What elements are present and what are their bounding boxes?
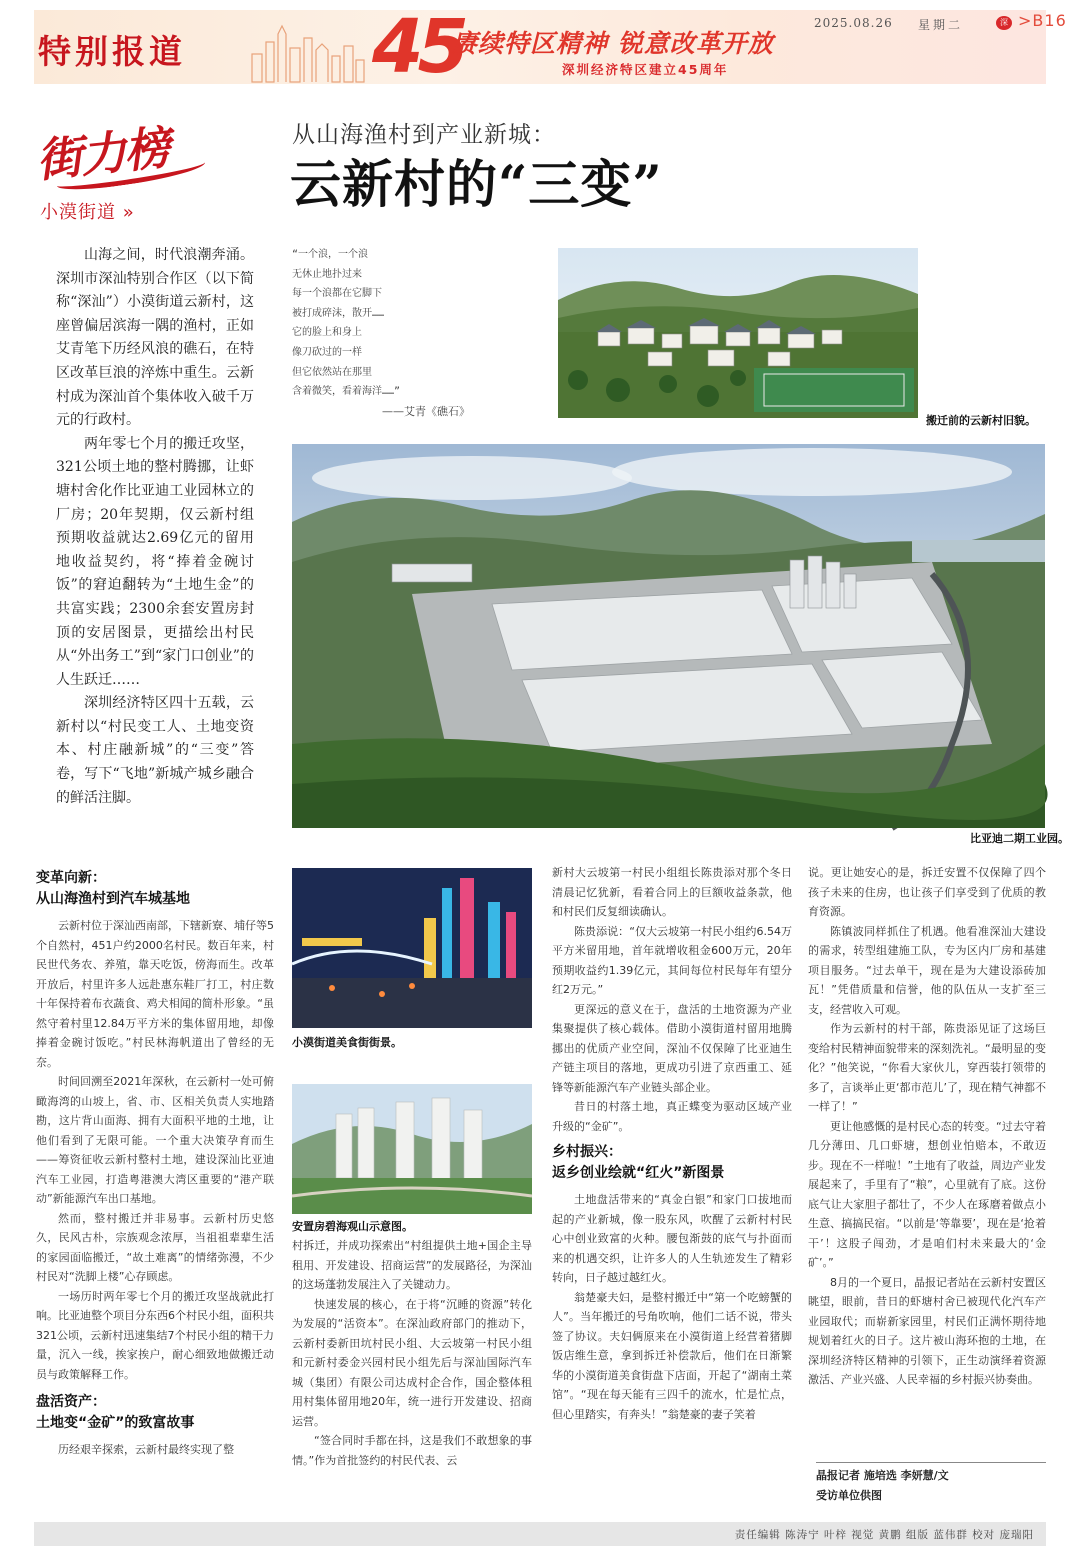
article-paragraph: 昔日的村落土地，真正蝶变为驱动区域产业升级的“金矿”。 (552, 1100, 792, 1133)
article-paragraph: 快速发展的核心，在于将“沉睡的资源”转化为发展的“活资本”。在深汕政府部门的推动下，云新村委新田坑村民小组、大云坡第一村民小组和元新村委金兴园村民小组先后与深汕国际汽车城（集团）有限公司达成村企合作，国企整体租用村集体留用地20年，统一进行开发建设、招商运营。 (292, 1297, 532, 1428)
reporter-credit: 晶报记者 施培选 李妍慧/文 (816, 1469, 949, 1482)
article-paragraph: 一场历时两年零七个月的搬迁攻坚战就此打响。比亚迪整个项目分东西6个村民小组，面积共321公顷，云新村迅速集结7个村民小组的精干力量，沉入一线，挨家挨户，耐心细致地做搬迁动员与政策解释工作。 (36, 1289, 274, 1381)
poem-line: 但它依然站在那里 (292, 366, 372, 378)
article-column-3 (552, 863, 792, 1424)
housing-caption: 安置房碧海观山示意图。 (292, 1220, 413, 1233)
article-paragraph: 翁楚豪夫妇，是整村搬迁中“第一个吃螃蟹的人”。当年搬迁的号角吹响，他们二话不说，带头签了协议。夫妇俩原来在小漠街道上经营着猪脚饭店维生意，拿到拆迁补偿款后，他们在日渐繁华的小漠街道美食街盘下店面，开起了“湖南土菜馆”。“现在每天能有三四千的流水，忙是忙点，但心里踏实，有奔头！”翁楚豪的妻子笑着 (552, 1290, 792, 1421)
article-paragraph: 村拆迁，并成功探索出“村组提供土地+国企主导租用、开发建设、招商运营”的发展路径，为深汕的这场蓬勃发展注入了关键动力。 (292, 1239, 532, 1291)
poem-line: “一个浪，一个浪 (292, 249, 369, 260)
masthead-subtitle: 深圳经济特区建立45周年 (562, 62, 729, 77)
poem-line: 它的脸上和身上 (292, 327, 362, 339)
lead-paragraph: 深圳经济特区四十五载，云新村以“村民变工人、土地变资本、村庄融新城”的“三变”答卷，写下“飞地”新城产城乡融合的鲜活注脚。 (56, 695, 254, 806)
article-byline (816, 1462, 1046, 1506)
article-paragraph: 云新村位于深汕西南部，下辖新寮、埔仔等5个自然村，451户约2000名村民。数百年来，村民世代务农、养殖，靠天吃饭，傍海而生。改革开放后，村里许多人远赴惠东鞋厂打工，村庄数十年保持着布衣蔬食、鸡犬相闻的简朴形象。“虽然守着村里12.84万平方米的集体留用地，却像捧着金碗讨饭吃。”村民林海帆道出了曾经的无奈。 (36, 919, 274, 1069)
article-column-2 (292, 1236, 532, 1470)
poem-line: 像刀砍过的一样 (292, 346, 362, 358)
industrial-park-photo (292, 444, 1045, 828)
poem-credit: ——艾青《礁石》 (382, 404, 470, 418)
column-name: 特别报道 (38, 32, 186, 71)
page-masthead (34, 4, 1067, 90)
section-heading-line: 土地变“金矿”的致富故事 (36, 1415, 195, 1431)
article-paragraph: 8月的一个夏日，晶报记者站在云新村安置区眺望，眼前，昔日的虾塘村舍已被现代化汽车产业园取代；而崭新家园里，村民们正满怀期待地规划着红火的日子。这片被山海环抱的土地，在深圳经济特区精神的引领下，正生动演绎着资源激活、产业兴盛、人民幸福的乡村振兴协奏曲。 (808, 1275, 1046, 1386)
city-skyline-illustration (248, 20, 368, 82)
lead-paragraph: 山海之间，时代浪潮奔涌。深圳市深汕特别合作区（以下简称“深汕”）小漠街道云新村，这座曾偏居滨海一隅的渔村，正如艾青笔下历经风浪的礁石，在特区改革巨浪的淬炼中重生。云新村成为深汕首个集体收入破千万元的行政村。 (56, 247, 254, 429)
article-paragraph: 时间回溯至2021年深秋，在云新村一处可俯瞰海湾的山坡上，省、市、区相关负责人实地踏勘，这片背山面海、拥有大面积平地的土地，让他们看到了无限可能。一个重大决策孕育而生——筹资征收云新村整村土地，建设深汕比亚迪汽车工业园，打造粤港澳大湾区重要的“港产联动”新能源汽车出口基地。 (36, 1075, 274, 1205)
lead-text (56, 244, 254, 810)
section-heading-line: 返乡创业绘就“红火”新图景 (552, 1165, 725, 1181)
poem-line: 含着微笑，看着海洋……” (292, 386, 401, 398)
article-paragraph: 土地盘活带来的“真金白银”和家门口拔地而起的产业新城，像一股东风，吹醒了云新村村民心中创业致富的火种。腰包渐鼓的底气与扑面而来的机遇交织，让许多人的人生轨迹发生了精彩转向，日子越过越红火。 (552, 1193, 792, 1284)
food-street-photo (292, 868, 532, 1028)
article-paragraph: 新村大云坡第一村民小组组长陈贵添对那个冬日清晨记忆犹新，看着合同上的巨额收益条款，他和村民们反复细读确认。 (552, 866, 792, 918)
article-paragraph: 然而，整村搬迁并非易事。云新村历史悠久，民风古朴，宗族观念浓厚，当祖祖辈辈生活的家园面临搬迁，“故土难离”的情绪弥漫，不少村民对“洗脚上楼”心存顾虑。 (36, 1211, 274, 1283)
article-paragraph: 历经艰辛探索，云新村最终实现了整 (58, 1443, 234, 1456)
article-paragraph: 作为云新村的村干部，陈贵添见证了这场巨变给村民精神面貌带来的深刻洗礼。“最明显的变化？”他笑说，“你看大家伙儿，穿西装打领带的多了，言谈举止更‘都市范儿’了，现在精气神都不一样了！” (808, 1022, 1046, 1113)
old-village-photo (558, 248, 918, 418)
article-column-4 (808, 863, 1046, 1390)
section-heading-line: 乡村振兴： (552, 1144, 622, 1160)
column-brand (33, 118, 236, 228)
poem-line: 无休止地扑过来 (292, 268, 362, 280)
village-photo-caption: 搬迁前的云新村旧貌。 (926, 414, 1036, 427)
newspaper-logo-icon: 深 (996, 16, 1012, 30)
lead-paragraph: 两年零七个月的搬迁攻坚，321公顷土地的整村腾挪，让虾塘村舍化作比亚迪工业园林立的厂房；20年契期，仅云新村组预期收益就达2.69亿元的留用地收益契约，将“捧着金碗讨饭”的窘迫翻转为“土地生金”的共富实践；2300余套安置房封顶的安居图景，更描绘出村民从“外出务工”到“家门口创业”的人生跃迁…… (56, 435, 254, 688)
page-title: 云新村的“三变” (290, 155, 663, 215)
article-paragraph: 陈贵添说：“仅大云坡第一村民小组约6.54万平方米留用地，首年就增收租金600万元，20年预期收益约1.39亿元，其间每位村民每年有望分红2万元。” (552, 924, 792, 996)
poem-line: 每一个浪都在它脚下 (292, 288, 382, 300)
poem-quote (292, 245, 522, 421)
page-footer (34, 1522, 1046, 1546)
anniversary-number: 45 (372, 4, 463, 90)
housing-rendering-photo (292, 1084, 532, 1214)
issue-date: 2025.08.26 (814, 16, 893, 30)
article-paragraph: 陈镇波同样抓住了机遇。他看准深汕大建设的需求，转型组建施工队，专为区内厂房和基建项目服务。“过去单干，现在是为大建设添砖加瓦！”凭借质量和信誉，他的队伍从一支扩至三支，经营收入可观。 (808, 924, 1046, 1016)
article-column-1 (36, 868, 274, 1460)
section-heading-line: 盘活资产： (36, 1394, 106, 1410)
brand-logo: 街力榜 (33, 120, 171, 188)
article-paragraph: 更让他感慨的是村民心态的转变。“过去守着几分薄田、几口虾塘，想创业怕赔本，不敢迈步。现在不一样啦！”土地有了收益，周边产业发展起来了，手里有了“粮”，心里就有了底。这份底气让大家胆子都壮了，不少人在琢磨着做点小生意、搞搞民宿。“以前是‘等靠要’，现在是‘抢着干’！这股子闯劲，才是咱们村未来最大的‘金矿’。” (808, 1119, 1046, 1269)
poem-line: 被打成碎沫，散开…… (292, 307, 385, 319)
masthead-slogan: 赓续特区精神 锐意改革开放 (452, 29, 774, 58)
article-paragraph: 说。更让她安心的是，拆迁安置不仅保障了四个孩子未来的住房，也让孩子们享受到了优质的教育资源。 (808, 866, 1046, 918)
issue-weekday: 星期二 (918, 18, 964, 32)
park-photo-caption: 比亚迪二期工业园。 (970, 832, 1069, 845)
photo-credit: 受访单位供图 (816, 1489, 882, 1502)
article-paragraph: 更深远的意义在于，盘活的土地资源为产业集聚提供了核心载体。借助小漠街道村留用地腾挪出的优质产业空间，深汕不仅保障了比亚迪生产链主项目的落地，更成功引进了京西重工、延锋等新能源汽车产业链头部企业。 (552, 1002, 792, 1094)
section-heading-line: 变革向新： (36, 870, 106, 886)
editor-credits: 责任编辑 陈涛宁 叶梓 视觉 黄鹏 组版 蓝伟群 校对 庞瑞阳 (734, 1529, 1034, 1541)
page-number: >B16 (1018, 11, 1067, 30)
food-street-caption: 小漠街道美食街街景。 (292, 1036, 402, 1049)
street-name: 小漠街道 » (40, 202, 135, 223)
section-heading-line: 从山海渔村到汽车城基地 (36, 891, 190, 907)
article-paragraph: “签合同时手都在抖，这是我们不敢想象的事情。”作为首批签约的村民代表、云 (292, 1434, 532, 1467)
headline-kicker: 从山海渔村到产业新城： (292, 122, 556, 148)
